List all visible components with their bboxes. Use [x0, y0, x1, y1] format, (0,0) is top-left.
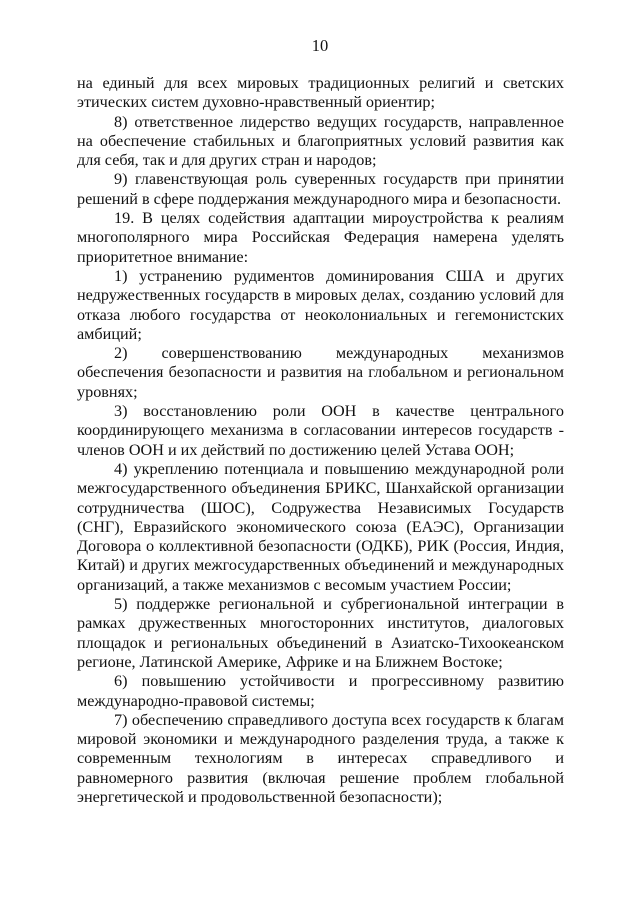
- page-number: 10: [311, 36, 329, 55]
- paragraph-item-1: 1) устранению рудиментов доминирования США и других недружественных государств в мировых делах, созданию условий для отказа любого государства от неоколониальных и гегемонистских амбиций;: [77, 266, 564, 343]
- paragraph-item-3: 3) восстановлению роли ООН в качестве центрального координирующего механизма в согласовании интересов государств - членов ООН и их действий по достижению целей Устава ООН;: [77, 402, 564, 459]
- paragraph-section-19: 19. В целях содействия адаптации мироустройства к реалиям многополярного мира Российская Федерация намерена уделять приоритетное внимание:: [77, 209, 564, 266]
- paragraph-item-9: 9) главенствующая роль суверенных государств при принятии решений в сфере поддержания международного мира и безопасности.: [77, 170, 564, 208]
- paragraph-item-2: 2) совершенствованию международных механизмов обеспечения безопасности и развития на глобальном и региональном уровнях;: [77, 344, 564, 401]
- paragraph-continuation: на единый для всех мировых традиционных религий и светских этических систем духовно-нравственный ориентир;: [77, 74, 564, 112]
- document-body: [77, 74, 564, 807]
- paragraph-item-6: 6) повышению устойчивости и прогрессивному развитию международно-правовой системы;: [77, 672, 564, 710]
- paragraph-item-5: 5) поддержке региональной и субрегиональной интеграции в рамках дружественных многосторонних институтов, диалоговых площадок и региональных объединений в Азиатско-Тихоокеанском регионе, Латинской Америке, Африке и на Ближнем Востоке;: [77, 595, 564, 671]
- paragraph-item-4: 4) укреплению потенциала и повышению международной роли межгосударственного объединения БРИКС, Шанхайской организации сотрудничества (ШОС), Содружества Независимых Государств (СНГ), Евразийского экономического союза (ЕАЭС), Организации Договора о коллективной безопасности (ОДКБ), РИК (Россия, Индия, Китай) и других межгосударственных объединений и международных организаций, а также механизмов с весомым участием России;: [77, 459, 564, 594]
- paragraph-item-8: 8) ответственное лидерство ведущих государств, направленное на обеспечение стабильных и благоприятных условий развития как для себя, так и для других стран и народов;: [77, 112, 564, 170]
- paragraph-item-7: 7) обеспечению справедливого доступа всех государств к благам мировой экономики и международного разделения труда, а также к современным технологиям в интересах справедливого и равномерного развития (включая решение проблем глобальной энергетической и продовольственной безопасности);: [77, 710, 564, 806]
